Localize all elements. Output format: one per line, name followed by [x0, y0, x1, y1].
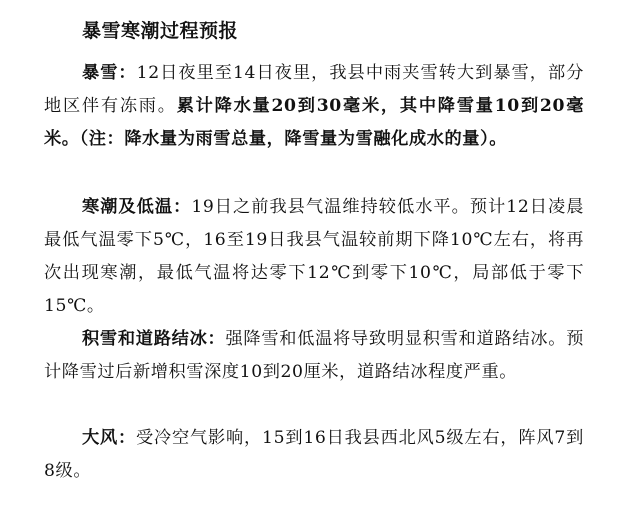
- blizzard-paragraph: [44, 57, 584, 156]
- wind-heading: 大风：: [82, 428, 137, 448]
- blizzard-emphasis: 累计降水量20到30毫米，其中降雪量10到20毫米。（注：降水量为雨雪总量，降雪量为雪融化成水的量）。: [44, 96, 584, 149]
- wind-text: 受冷空气影响，15到16日我县西北风5级左右，阵风7到8级。: [44, 428, 584, 481]
- cold-wave-text: 19日之前我县气温维持较低水平。预计12日凌晨最低气温零下5℃，16至19日我县气温较前期下降10℃左右，将再次出现寒潮，最低气温将达零下12℃到零下10℃，局部低于零下15℃。: [44, 197, 584, 316]
- cold-wave-heading: 寒潮及低温：: [82, 197, 192, 217]
- cold-wave-paragraph: [44, 191, 584, 323]
- snow-ice-heading: 积雪和道路结冰：: [82, 329, 226, 349]
- blizzard-text: 12日夜里至14日夜里，我县中雨夹雪转大到暴雪，部分地区伴有冻雨。: [44, 63, 584, 116]
- wind-paragraph: [44, 422, 584, 488]
- document-title: 暴雪寒潮过程预报: [82, 20, 239, 42]
- snow-ice-text: 强降雪和低温将导致明显积雪和道路结冰。预计降雪过后新增积雪深度10到20厘米，道路结冰程度严重。: [44, 329, 584, 382]
- blizzard-heading: 暴雪：: [82, 63, 137, 83]
- snow-ice-paragraph: [44, 323, 584, 389]
